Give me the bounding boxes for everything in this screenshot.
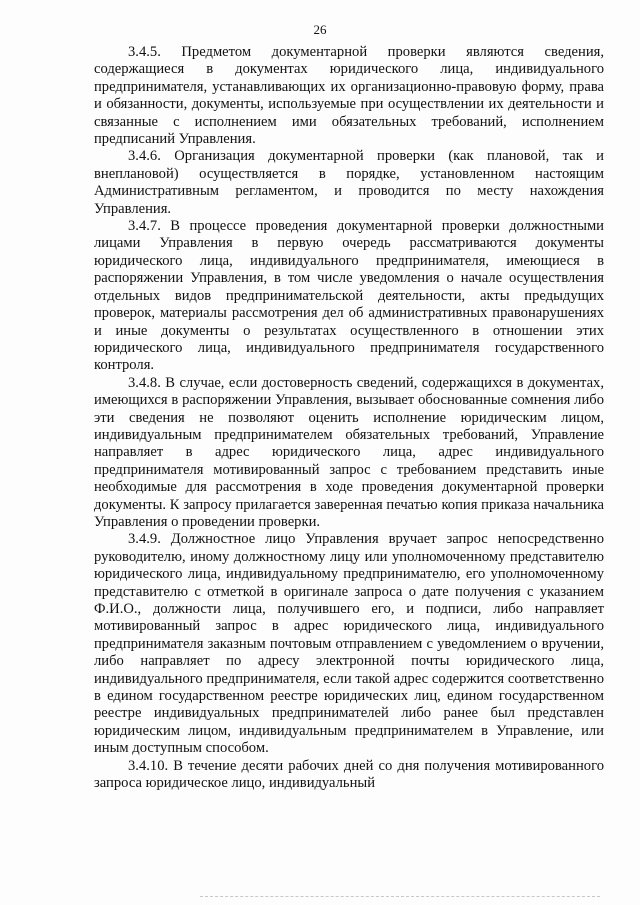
- bottom-scan-line: [200, 896, 600, 897]
- paragraph-3-4-6: 3.4.6. Организация документарной проверки (как плановой, так и внеплановой) осуществляется в порядке, установленном настоящим Административным регламентом, и проводится по месту нахождения Управления.: [94, 148, 604, 217]
- paragraph-3-4-7: 3.4.7. В процессе проведения документарной проверки должностными лицами Управления в первую очередь рассматриваются документы юридического лица, индивидуального предпринимателя, имеющиеся в распоряжении Управления, в том числе уведомления о начале осуществления отдельных видов предпринимательской деятельности, акты предыдущих проверок, материалы рассмотрения дел об административных правонарушениях и иные документы о результатах осуществленного в отношении этих юридического лица, индивидуального предпринимателя государственного контроля.: [94, 218, 604, 374]
- paragraph-3-4-8: 3.4.8. В случае, если достоверность сведений, содержащихся в документах, имеющихся в распоряжении Управления, вызывает обоснованные сомнения либо эти сведения не позволяют оценить исполнение юридическим лицом, индивидуальным предпринимателем обязательных требований, Управление направляет в адрес юридического лица, адрес индивидуального предпринимателя мотивированный запрос с требованием представить иные необходимые для рассмотрения в ходе проведения документарной проверки документы. К запросу прилагается заверенная печатью копия приказа начальника Управления о проведении проверки.: [94, 374, 604, 530]
- page-number: 26: [313, 22, 327, 37]
- paragraph-3-4-10: 3.4.10. В течение десяти рабочих дней со дня получения мотивированного запроса юридическое лицо, индивидуальный: [94, 757, 604, 792]
- paragraph-3-4-9: 3.4.9. Должностное лицо Управления вручает запрос непосредственно руководителю, иному должностному лицу или уполномоченному представителю юридического лица, индивидуальному предпринимателю, его уполномоченному представителю с отметкой в оригинале запроса о дате получения с указанием Ф.И.О., должности лица, получившего его, и подписи, либо направляет мотивированный запрос в адрес юридического лица, индивидуального предпринимателя заказным почтовым отправлением с уведомлением о вручении, либо направляет по адресу электронной почты юридического лица, индивидуального предпринимателя, если такой адрес содержится соответственно в едином государственном реестре юридических лиц, едином государственном реестре индивидуальных предпринимателей либо ранее был представлен юридическим лицом, индивидуальным предпринимателем в Управление, или иным доступным способом.: [94, 531, 604, 757]
- document-body: [94, 44, 604, 792]
- paragraph-3-4-5: 3.4.5. Предметом документарной проверки являются сведения, содержащиеся в документах юридического лица, индивидуального предпринимателя, устанавливающих их организационно-правовую форму, права и обязанности, документы, используемые при осуществлении их деятельности и связанные с исполнением ими обязательных требований, исполнением предписаний Управления.: [94, 44, 604, 148]
